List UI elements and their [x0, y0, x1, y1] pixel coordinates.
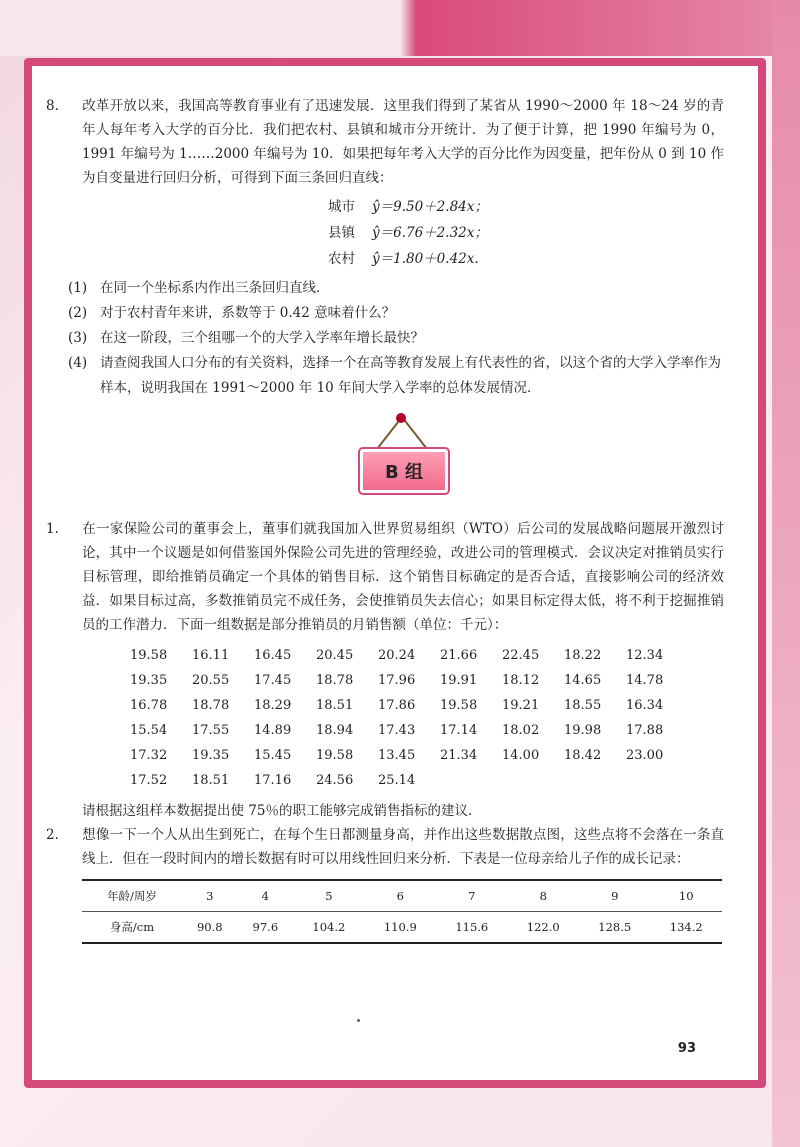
problem-b1	[46, 517, 724, 823]
data-cell: 19.35	[192, 748, 230, 763]
data-cell: 19.58	[440, 698, 478, 713]
table-cell: 5	[293, 880, 364, 912]
table-cell: 10	[650, 880, 722, 912]
data-cell: 18.02	[502, 723, 540, 738]
sub-question: (4) 请查阅我国人口分布的有关资料，选择一个在高等教育发展上有代表性的省，以这个省的大学入学率作为样本，说明我国在 1991～2000 年 10 年间大学入学率的总体发展情况．	[68, 355, 721, 396]
table-cell: 7	[436, 880, 507, 912]
data-cell: 21.66	[440, 648, 478, 663]
data-cell: 21.34	[440, 748, 478, 763]
problem-8	[46, 94, 724, 401]
data-cell: 18.94	[316, 723, 354, 738]
data-cell: 17.45	[254, 673, 292, 688]
data-cell: 17.88	[626, 723, 664, 738]
data-cell: 24.56	[316, 773, 354, 788]
page-number: 93	[677, 1041, 696, 1056]
data-cell: 18.12	[502, 673, 540, 688]
pin-icon	[396, 413, 406, 423]
problem-text: 在一家保险公司的董事会上，董事们就我国加入世界贸易组织（WTO）后公司的发展战略问题展开激烈讨论，其中一个议题是如何借鉴国外保险公司先进的管理经验，改进公司的管理模式．会议决定对推销员实行目标管理，即给推销员确定一个具体的销售目标．这个销售目标确定的是否合适，直接影响公司的经济效益．如果目标过高，多数推销员完不成任务，会使推销员失去信心；如果目标定得太低，将不利于挖掘推销员的工作潜力．下面一组数据是部分推销员的月销售额（单位：千元）：	[82, 521, 724, 633]
data-cell: 16.78	[130, 698, 168, 713]
problem-b2	[46, 823, 724, 944]
group-b-sign	[64, 413, 724, 513]
data-cell: 18.78	[316, 673, 354, 688]
table-cell: 6	[365, 880, 436, 912]
data-cell: 18.29	[254, 698, 292, 713]
table-row	[82, 912, 722, 944]
data-cell: 19.91	[440, 673, 478, 688]
data-cell: 18.78	[192, 698, 230, 713]
table-cell: 134.2	[650, 912, 722, 944]
growth-table	[82, 879, 722, 944]
table-cell: 104.2	[293, 912, 364, 944]
table-row	[82, 880, 722, 912]
table-cell: 122.0	[508, 912, 579, 944]
top-decorative-band	[0, 0, 800, 56]
problem-intro: 改革开放以来，我国高等教育事业有了迅速发展．这里我们得到了某省从 1990～2000 年 18～24 岁的青年人每年考入大学的百分比．我们把农村、县镇和城市分开统计．为了便于计算，把 1990 年编号为 0，1991 年编号为 1……2000 年编号为 10．如果把每年考入大学的百分比作为因变量，把年份从 0 到 10 作为自变量进行回归分析，可得到下面三条回归直线：	[82, 98, 724, 186]
data-cell: 14.65	[564, 673, 602, 688]
data-row	[130, 768, 724, 793]
data-cell: 19.58	[130, 648, 168, 663]
data-cell: 20.45	[316, 648, 354, 663]
data-cell: 14.78	[626, 673, 664, 688]
data-row	[130, 643, 724, 668]
data-cell: 18.51	[192, 773, 230, 788]
data-cell: 17.43	[378, 723, 416, 738]
problem-number: 8.	[46, 98, 59, 114]
equation-row: 县镇 ŷ＝6.76＋2.32x；	[328, 225, 488, 241]
right-decorative-band	[772, 0, 800, 1147]
data-cell: 17.52	[130, 773, 168, 788]
sub-question: (2) 对于农村青年来讲，系数等于 0.42 意味着什么？	[68, 305, 396, 321]
textbook-page	[24, 58, 766, 1088]
data-cell: 17.55	[192, 723, 230, 738]
problem-ask: 请根据这组样本数据提出使 75％的职工能够完成销售指标的建议．	[82, 803, 482, 819]
data-cell: 19.58	[316, 748, 354, 763]
data-cell: 20.24	[378, 648, 416, 663]
data-cell: 15.45	[254, 748, 292, 763]
data-cell: 14.89	[254, 723, 292, 738]
data-cell: 19.98	[564, 723, 602, 738]
sales-data-grid	[130, 643, 724, 793]
data-cell: 13.45	[378, 748, 416, 763]
data-cell: 18.42	[564, 748, 602, 763]
data-cell: 19.21	[502, 698, 540, 713]
table-cell: 8	[508, 880, 579, 912]
regression-equations	[328, 194, 724, 272]
row-header: 身高/cm	[82, 912, 182, 944]
data-cell: 19.35	[130, 673, 168, 688]
data-cell: 12.34	[626, 648, 664, 663]
table-cell: 90.8	[182, 912, 238, 944]
data-cell: 20.55	[192, 673, 230, 688]
equation-row: 城市 ŷ＝9.50＋2.84x；	[328, 199, 488, 215]
table-cell: 97.6	[238, 912, 294, 944]
table-cell: 115.6	[436, 912, 507, 944]
data-cell: 17.86	[378, 698, 416, 713]
data-cell: 23.00	[626, 748, 664, 763]
data-cell: 17.96	[378, 673, 416, 688]
data-cell: 15.54	[130, 723, 168, 738]
data-cell: 18.22	[564, 648, 602, 663]
group-label: B 组	[360, 449, 448, 493]
table-cell: 110.9	[365, 912, 436, 944]
data-row	[130, 668, 724, 693]
table-cell: 3	[182, 880, 238, 912]
problem-number: 1.	[46, 521, 59, 537]
data-cell: 17.16	[254, 773, 292, 788]
data-cell: 16.11	[192, 648, 230, 663]
data-row	[130, 693, 724, 718]
data-row	[130, 743, 724, 768]
data-cell: 22.45	[502, 648, 540, 663]
data-cell: 16.45	[254, 648, 292, 663]
sub-question: (3) 在这一阶段，三个组哪一个的大学入学率年增长最快？	[68, 330, 424, 346]
data-cell: 18.55	[564, 698, 602, 713]
problem-number: 2.	[46, 827, 59, 843]
data-cell: 16.34	[626, 698, 664, 713]
decorative-dot	[357, 1019, 360, 1022]
data-cell: 18.51	[316, 698, 354, 713]
table-cell: 9	[579, 880, 650, 912]
sub-question: (1) 在同一个坐标系内作出三条回归直线．	[68, 280, 330, 296]
data-row	[130, 718, 724, 743]
table-cell: 4	[238, 880, 294, 912]
equation-row: 农村 ŷ＝1.80＋0.42x.	[328, 251, 479, 267]
table-cell: 128.5	[579, 912, 650, 944]
problem-text: 想像一下一个人从出生到死亡，在每个生日都测量身高，并作出这些数据散点图，这些点将不会落在一条直线上．但在一段时间内的增长数据有时可以用线性回归来分析．下表是一位母亲给儿子作的成长记录：	[82, 827, 724, 867]
data-cell: 25.14	[378, 773, 416, 788]
data-cell: 14.00	[502, 748, 540, 763]
row-header: 年龄/周岁	[82, 880, 182, 912]
data-cell: 17.32	[130, 748, 168, 763]
data-cell: 17.14	[440, 723, 478, 738]
